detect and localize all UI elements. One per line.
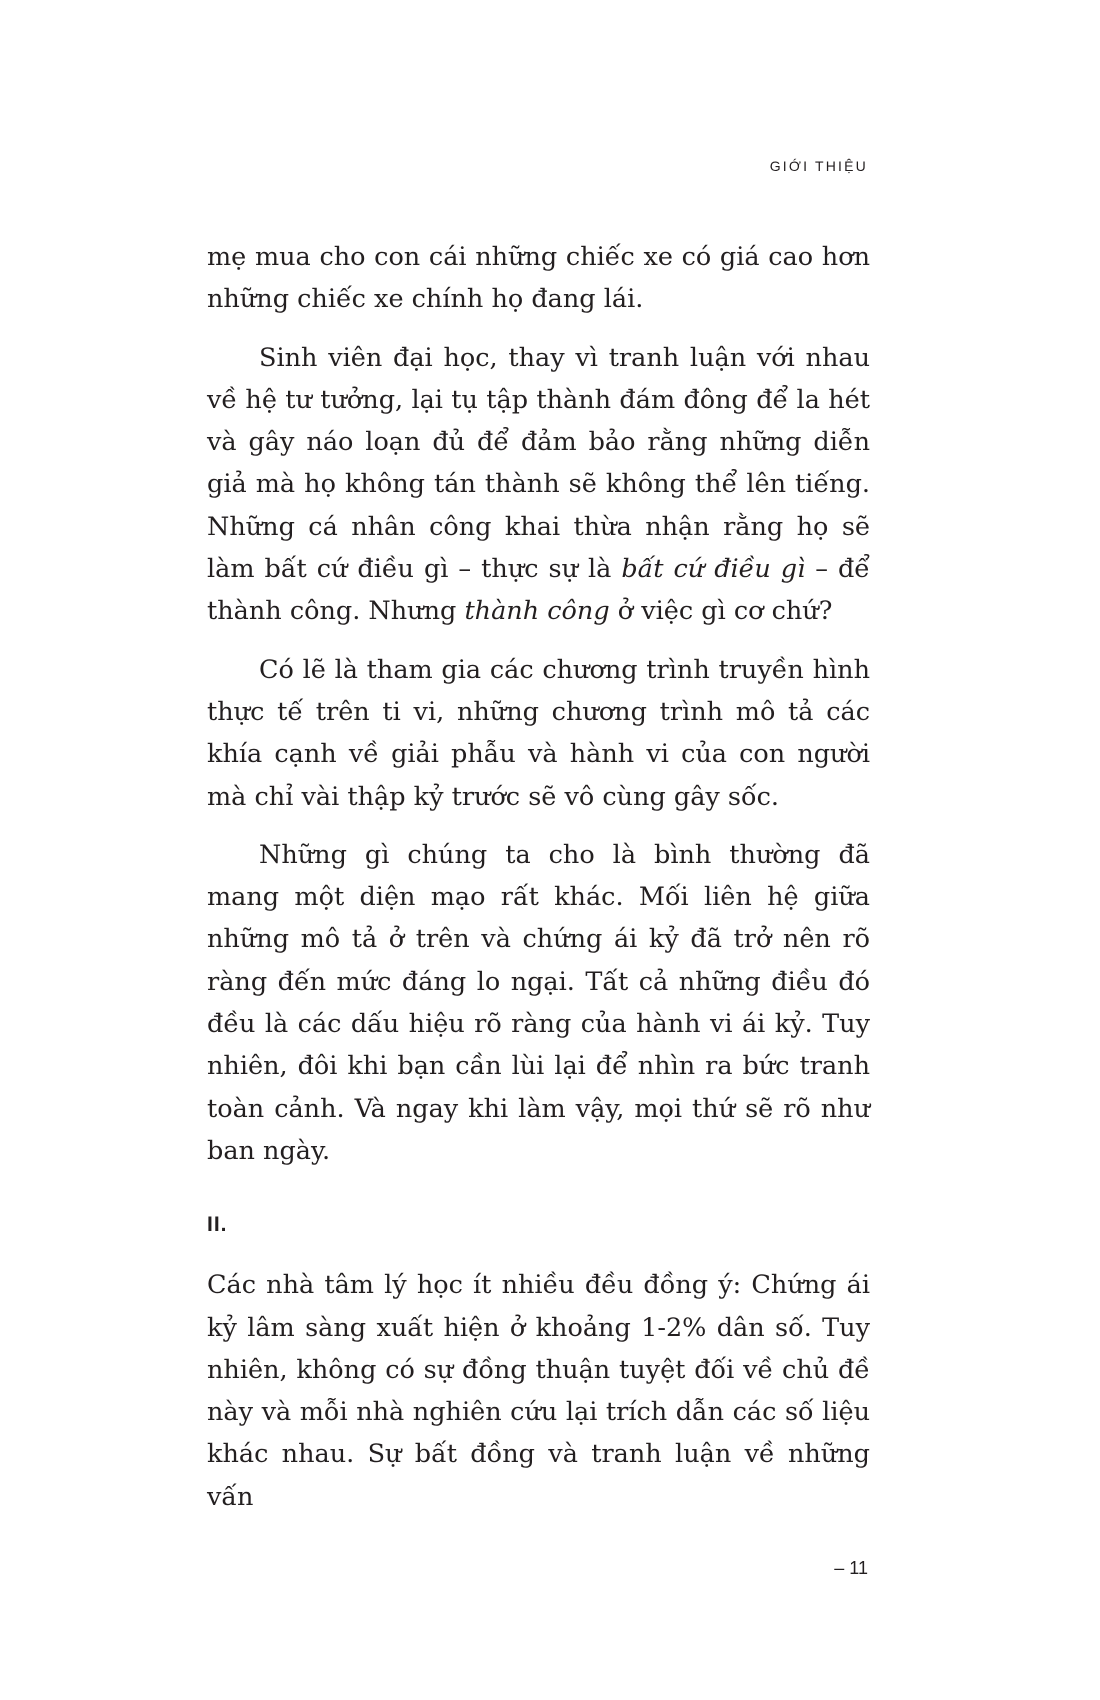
paragraph-2-emphasis-a: bất cứ điều gì: [621, 554, 806, 585]
paragraph-2-emphasis-b: thành công: [464, 596, 610, 627]
paragraph-2-text-b: – để thành công. Nhưng: [207, 554, 870, 627]
paragraph-2: [207, 337, 870, 633]
page-number: – 11: [834, 1558, 868, 1578]
paragraph-2-text-a: Sinh viên đại học, thay vì tranh luận với nhau về hệ tư tưởng, lại tụ tập thành đám đông để la hét và gây náo loạn đủ để đảm bảo rằng những diễn giả mà họ không tán thành sẽ không thể lên tiếng. Những cá nhân công khai thừa nhận rằng họ sẽ làm bất cứ điều gì – thực sự là: [207, 342, 870, 585]
section-heading: II.: [207, 1213, 228, 1237]
paragraph-5: Các nhà tâm lý học ít nhiều đều đồng ý: Chứng ái kỷ lâm sàng xuất hiện ở khoảng 1-2% dân số. Tuy nhiên, không có sự đồng thuận tuyệt đối về chủ đề này và mỗi nhà nghiên cứu lại trích dẫn các số liệu khác nhau. Sự bất đồng và tranh luận về những vấn: [207, 1270, 870, 1512]
paragraph-1: mẹ mua cho con cái những chiếc xe có giá cao hơn những chiếc xe chính họ đang lái.: [207, 242, 870, 315]
paragraph-2-text-c: ở việc gì cơ chứ?: [609, 596, 833, 627]
running-header: GIỚI THIỆU: [769, 158, 868, 174]
paragraph-4: Những gì chúng ta cho là bình thường đã mang một diện mạo rất khác. Mối liên hệ giữa những mô tả ở trên và chứng ái kỷ đã trở nên rõ ràng đến mức đáng lo ngại. Tất cả những điều đó đều là các dấu hiệu rõ ràng của hành vi ái kỷ. Tuy nhiên, đôi khi bạn cần lùi lại để nhìn ra bức tranh toàn cảnh. Và ngay khi làm vậy, mọi thứ sẽ rõ như ban ngày.: [207, 839, 870, 1166]
body-text: [207, 236, 870, 1518]
paragraph-3: Có lẽ là tham gia các chương trình truyền hình thực tế trên ti vi, những chương trình mô tả các khía cạnh về giải phẫu và hành vi của con người mà chỉ vài thập kỷ trước sẽ vô cùng gây sốc.: [207, 654, 870, 812]
